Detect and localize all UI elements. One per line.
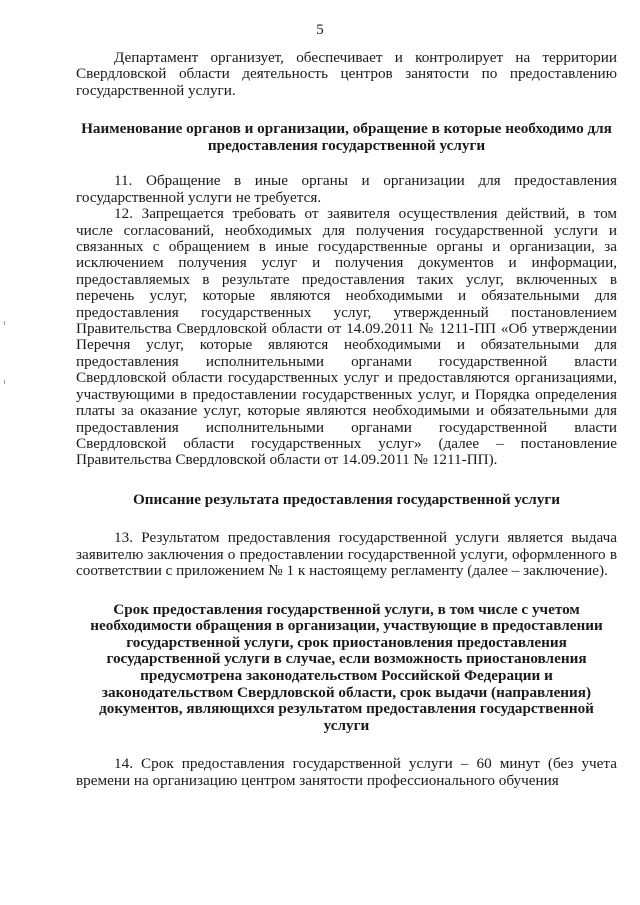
paragraph-14: 14. Срок предоставления государственной услуги – 60 минут (без учета времени на организацию центром занятости профессионального обучения: [76, 755, 617, 789]
paragraph-11: 11. Обращение в иные органы и организации для предоставления государственной услуги не требуется.: [76, 172, 617, 206]
page-number: 5: [316, 22, 324, 38]
document-body: [76, 50, 617, 789]
section-heading-result: Описание результата предоставления государственной услуги: [132, 490, 561, 508]
margin-tick-mark: [4, 380, 5, 384]
section-heading-term: Срок предоставления государственной услуги, в том числе с учетом необходимости обращения в организации, участвующие в предоставлении государственной услуги, срок приостановления предоставления государственной услуги в случае, если возможность приостановления предусмотрена законодательством Российской Федерации и законодательством Свердловской области, срок выдачи (направления) документов, являющихся результатом предоставления государственной услуги: [90, 600, 603, 734]
margin-tick-mark: [4, 321, 5, 325]
paragraph-12: 12. Запрещается требовать от заявителя осуществления действий, в том числе согласований, необходимых для получения государственной услуги и связанных с обращением в иные государственные органы и организации, за исключением получения услуг и получения документов и информации, предоставляемых в результате предоставления таких услуг, включенных в перечень услуг, которые являются необходимыми и обязательными для предоставления государственных услуг, утвержденный постановлением Правительства Свердловской области от 14.09.2011 № 1211-ПП «Об утверждении Перечня услуг, которые являются необходимыми и обязательными для предоставления исполнительными органами государственной власти Свердловской области государственных услуг и предоставляются организациями, участвующими в предоставлении государственных услуг, и Порядка определения платы за оказание услуг, которые являются необходимыми и обязательными для предоставления исполнительными органами государственной власти Свердловской области государственных услуг» (далее – постановление Правительства Свердловской области от 14.09.2011 № 1211-ПП).: [76, 205, 617, 469]
intro-paragraph: Департамент организует, обеспечивает и контролирует на территории Свердловской области деятельность центров занятости по предоставлению государственной услуги.: [76, 49, 617, 99]
paragraph-13: 13. Результатом предоставления государственной услуги является выдача заявителю заключения о предоставлении государственной услуги, оформленного в соответствии с приложением № 1 к настоящему регламенту (далее – заключение).: [76, 529, 617, 580]
section-heading-organs: Наименование органов и организации, обращение в которые необходимо для предоставления государственной услуги: [81, 120, 612, 154]
